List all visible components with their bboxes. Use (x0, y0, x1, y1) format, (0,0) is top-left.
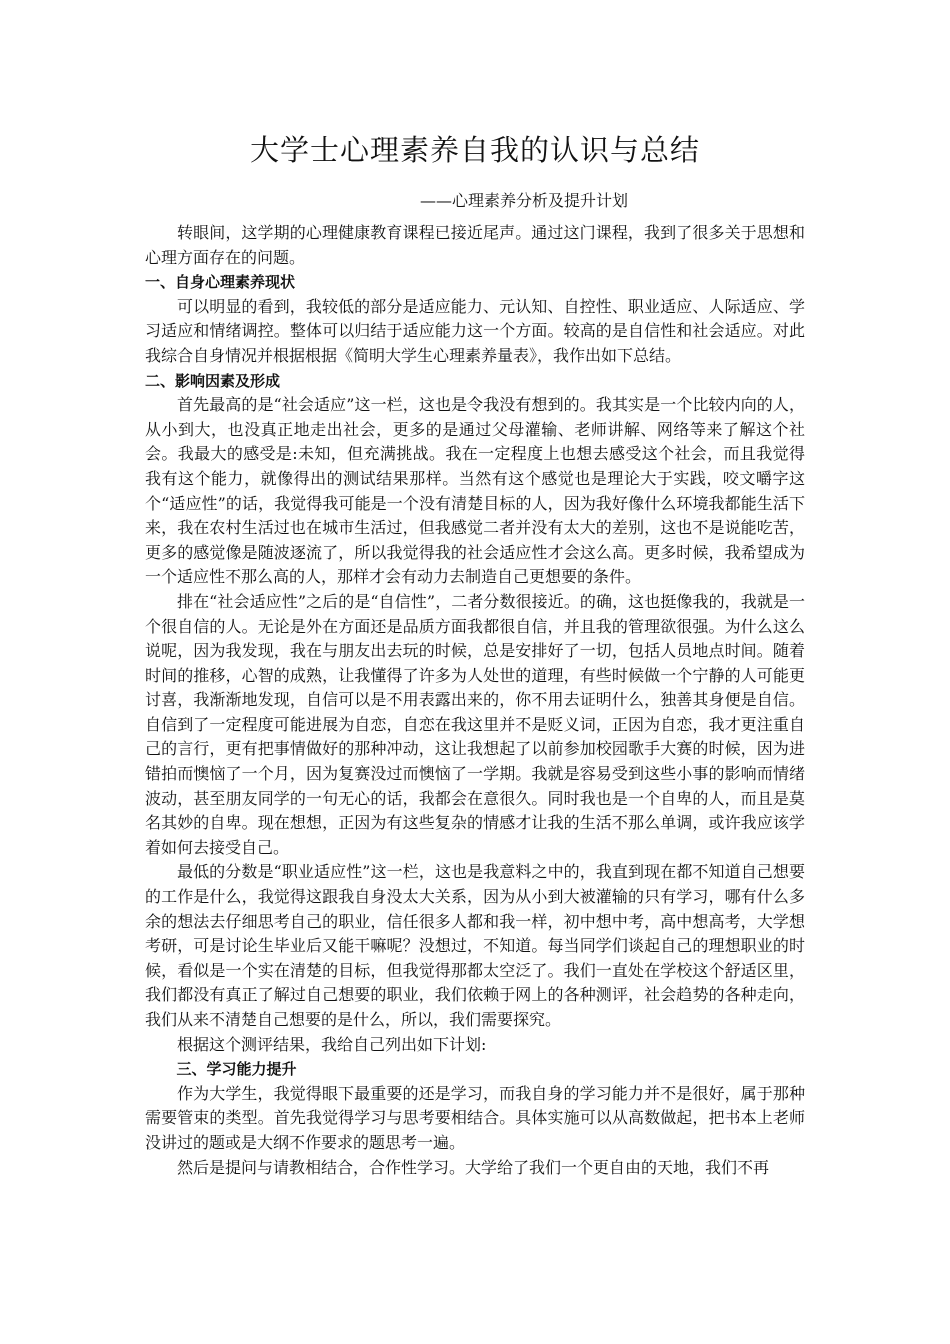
section-heading-2: 二、影响因素及形成 (145, 371, 281, 390)
document-body (145, 221, 805, 1180)
intro-paragraph: 转眼间，这学期的心理健康教育课程已接近尾声。通过这门课程，我到了很多关于思想和心理方面存在的问题。 (145, 223, 805, 267)
section2-paragraph-4: 根据这个测评结果，我给自己列出如下计划: (177, 1034, 487, 1054)
section-heading-1: 一、自身心理素养现状 (145, 273, 296, 292)
section3-paragraph-1: 作为大学生，我觉得眼下最重要的还是学习，而我自身的学习能力并不是很好，属于那种需要管束的类型。首先我觉得学习与思考要相结合。具体实施可以从高数做起，把书本上老师没讲过的题或是大纲不作要求的题思考一遍。 (145, 1083, 805, 1152)
section3-paragraph-2: 然后是提问与请教相结合，合作性学习。大学给了我们一个更自由的天地，我们不再 (177, 1157, 770, 1177)
section2-paragraph-2: 排在“社会适应性”之后的是“自信性”，二者分数很接近。的确，这也挺像我的，我就是一个很自信的人。无论是外在方面还是品质方面我都很自信，并且我的管理欲很强。为什么这么说呢，因为我发现，我在与朋友出去玩的时候，总是安排好了一切，包括人员地点时间。随着时间的推移，心智的成熟，让我懂得了许多为人处世的道理，有些时候做一个宁静的人可能更讨喜，我渐渐地发现，自信可以是不用表露出来的，你不用去证明什么，独善其身便是自信。自信到了一定程度可能进展为自恋，自恋在我这里并不是贬义词，正因为自恋，我才更注重自己的言行，更有把事情做好的那种冲动，这让我想起了以前参加校园歌手大赛的时候，因为进错拍而懊恼了一个月，因为复赛没过而懊恼了一学期。我就是容易受到这些小事的影响而情绪波动，甚至朋友同学的一句无心的话，我都会在意很久。同时我也是一个自卑的人，而且是莫名其妙的自卑。现在想想，正因为有这些复杂的情感才让我的生活不那么单调，或许我应该学着如何去接受自己。 (145, 591, 805, 857)
document-title: 大学士心理素养自我的认识与总结 (249, 133, 700, 167)
section1-paragraph-1: 可以明显的看到，我较低的部分是适应能力、元认知、自控性、职业适应、人际适应、学习适应和情绪调控。整体可以归结于适应能力这一个方面。较高的是自信性和社会适应。对此我综合自身情况并根据根据《简明大学生心理素养量表》，我作出如下总结。 (145, 296, 805, 365)
section2-paragraph-1: 首先最高的是“社会适应”这一栏，这也是令我没有想到的。我其实是一个比较内向的人，从小到大，也没真正地走出社会，更多的是通过父母灌输、老师讲解、网络等来了解这个社会。我最大的感受是:未知，但充满挑战。我在一定程度上也想去感受这个社会，而且我觉得我有这个能力，就像得出的测试结果那样。当然有这个感觉也是理论大于实践，咬文嚼字这个“适应性”的话，我觉得我可能是一个没有清楚目标的人，因为我好像什么环境我都能生活下来，我在农村生活过也在城市生活过，但我感觉二者并没有太大的差别，这也不是说能吃苦，更多的感觉像是随波逐流了，所以我觉得我的社会适应性才会这么高。更多时候，我希望成为一个适应性不那么高的人，那样才会有动力去制造自己更想要的条件。 (145, 395, 805, 587)
section2-paragraph-3: 最低的分数是“职业适应性”这一栏，这也是我意料之中的，我直到现在都不知道自己想要的工作是什么，我觉得这跟我自身没太大关系，因为从小到大被灌输的只有学习，哪有什么多余的想法去仔细思考自己的职业，信任很多人都和我一样，初中想中考，高中想高考，大学想考研，可是讨论生毕业后又能干嘛呢？没想过，不知道。每当同学们谈起自己的理想职业的时候，看似是一个实在清楚的目标，但我觉得那都太空泛了。我们一直处在学校这个舒适区里，我们都没有真正了解过自己想要的职业，我们依赖于网上的各种测评，社会趋势的各种走向，我们从来不清楚自己想要的是什么，所以，我们需要探究。 (145, 862, 805, 1029)
section-heading-3: 三、学习能力提升 (176, 1060, 297, 1079)
document-subtitle: ——心理素养分析及提升计划 (420, 191, 629, 210)
